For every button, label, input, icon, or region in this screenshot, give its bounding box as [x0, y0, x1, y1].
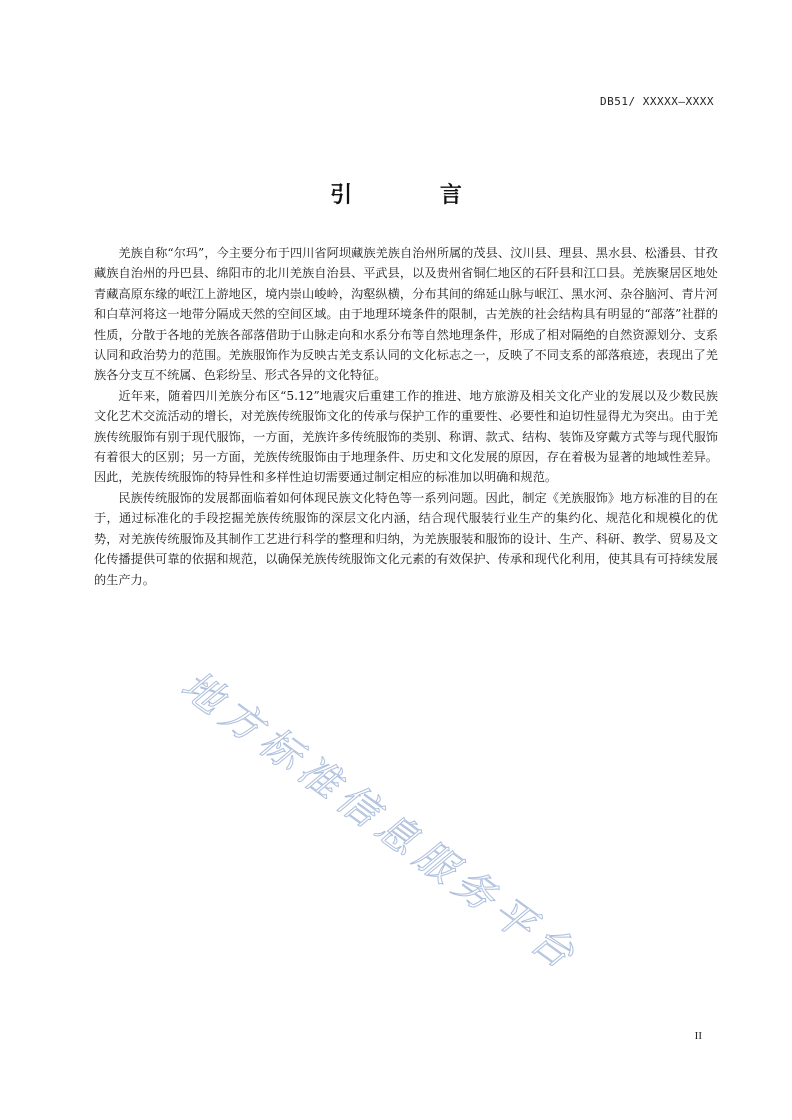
standard-code: DB51/ XXXXX—XXXX [600, 95, 714, 108]
paragraph-2: 近年来，随着四川羌族分布区“5.12”地震灾后重建工作的推进、地方旅游及相关文化产业的发展以及少数民族文化艺术交流活动的增长，对羌族传统服饰文化的传承与保护工作的重要性、必要性和迫切性显得尤为突出。由于羌族传统服饰有别于现代服饰，一方面，羌族许多传统服饰的类别、称谓、款式、结构、装饰及穿戴方式等与现代服饰有着很大的区别；另一方面，羌族传统服饰由于地理条件、历史和文化发展的原因，存在着极为显著的地域性差异。因此，羌族传统服饰的特异性和多样性迫切需要通过制定相应的标准加以明确和规范。 [94, 388, 718, 485]
document-body [94, 243, 718, 590]
paragraph-1: 羌族自称“尔玛”，今主要分布于四川省阿坝藏族羌族自治州所属的茂县、汶川县、理县、黑水县、松潘县、甘孜藏族自治州的丹巴县、绵阳市的北川羌族自治县、平武县，以及贵州省铜仁地区的石阡县和江口县。羌族聚居区地处青藏高原东缘的岷江上游地区，境内崇山峻岭，沟壑纵横，分布其间的绵延山脉与岷江、黑水河、杂谷脑河、青片河和白草河将这一地带分隔成天然的空间区域。由于地理环境条件的限制，古羌族的社会结构具有明显的“部落”社群的性质，分散于各地的羌族各部落借助于山脉走向和水系分布等自然地理条件，形成了相对隔绝的自然资源划分、支系认同和政治势力的范围。羌族服饰作为反映古羌支系认同的文化标志之一，反映了不同支系的部落痕迹，表现出了羌族各分支互不统属、色彩纷呈、形式各异的文化特征。 [94, 246, 718, 383]
page-title: 引 言 [330, 183, 502, 208]
paragraph-3: 民族传统服饰的发展都面临着如何体现民族文化特色等一系列问题。因此，制定《羌族服饰》地方标准的目的在于，通过标准化的手段挖掘羌族传统服饰的深层文化内涵，结合现代服装行业生产的集约化、规范化和规模化的优势，对羌族传统服饰及其制作工艺进行科学的整理和归纳，为羌族服装和服饰的设计、生产、科研、教学、贸易及文化传播提供可靠的依据和规范，以确保羌族传统服饰文化元素的有效保护、传承和现代化利用，使其具有可持续发展的生产力。 [94, 490, 718, 587]
watermark: 地方标准信息服务平台 [172, 662, 589, 982]
page-number: II [694, 1030, 702, 1042]
